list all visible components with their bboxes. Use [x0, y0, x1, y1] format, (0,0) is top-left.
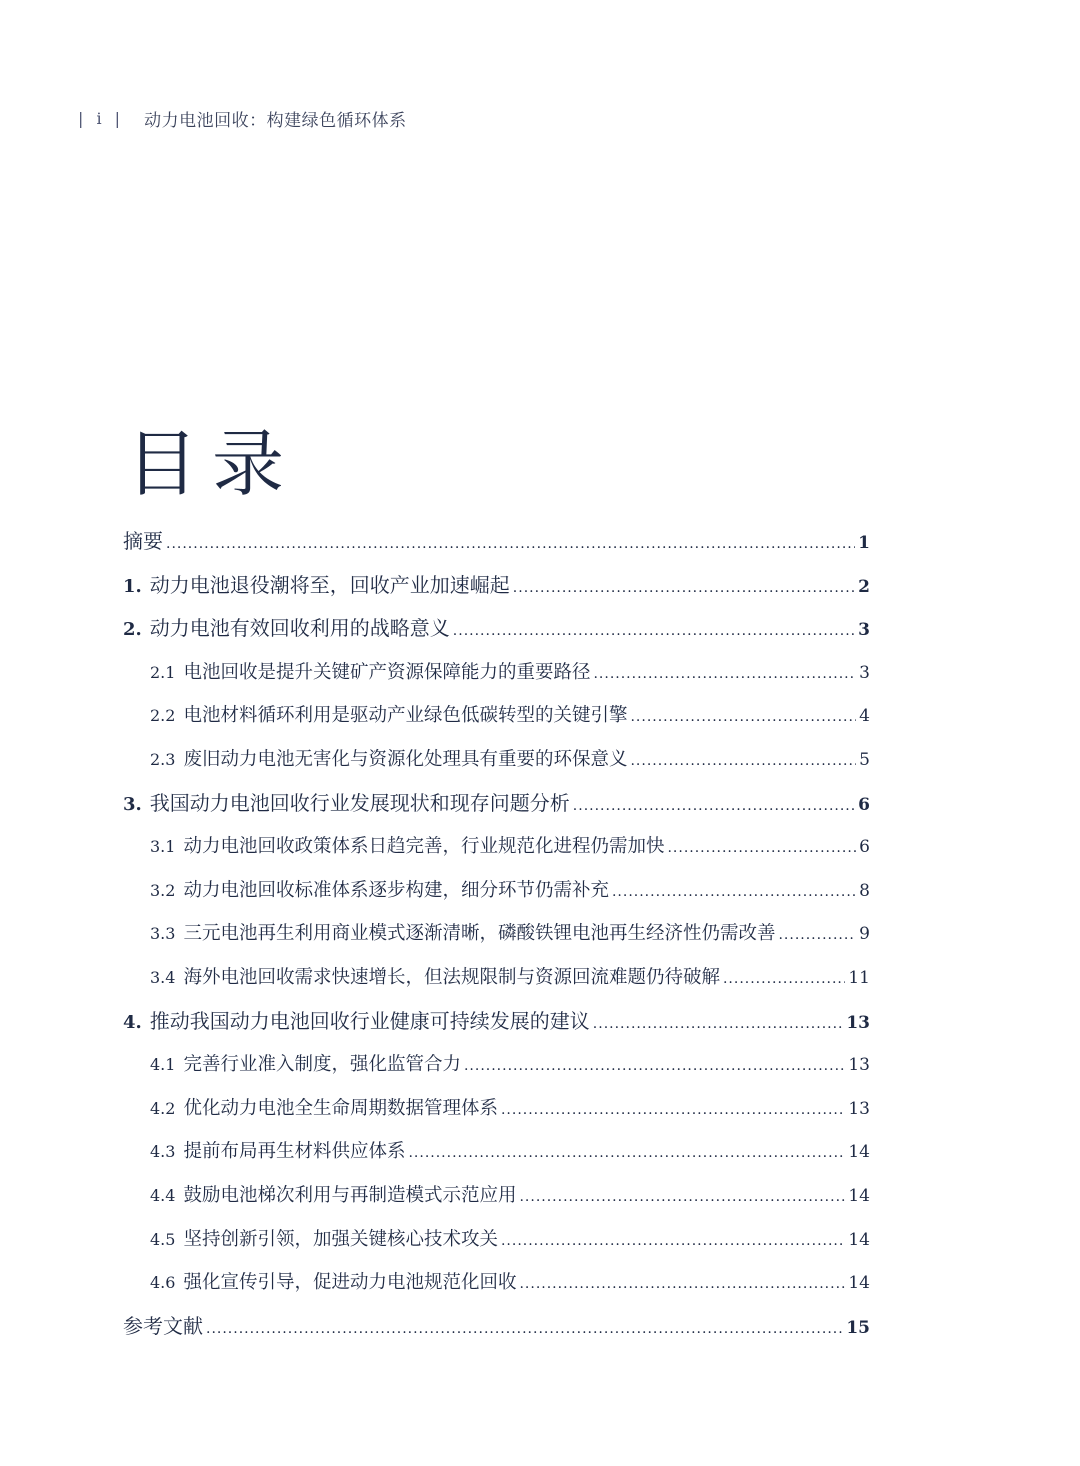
- toc-entry-number: 3.1: [150, 837, 176, 857]
- running-header-title: 动力电池回收：构建绿色循环体系: [144, 111, 407, 131]
- toc-entry-number: 4.4: [150, 1185, 176, 1205]
- toc-entry-number: 4.1: [150, 1055, 176, 1075]
- toc-entry[interactable]: [123, 1218, 870, 1262]
- toc-entry[interactable]: [123, 1305, 870, 1349]
- toc-dot-leader: [519, 1263, 845, 1307]
- toc-entry-number: 2.1: [150, 662, 176, 682]
- toc-dot-leader: [166, 523, 855, 567]
- toc-page-number: 13: [846, 1012, 870, 1033]
- toc-entry[interactable]: [123, 694, 870, 738]
- toc-dot-leader: [630, 696, 856, 740]
- toc-entry-number: 2.: [123, 619, 142, 641]
- toc-entry[interactable]: [123, 1130, 870, 1174]
- toc-page-number: 8: [859, 880, 870, 901]
- toc-dot-leader: [453, 610, 855, 654]
- toc-entry[interactable]: [123, 520, 870, 564]
- toc-page-number: 6: [858, 794, 870, 815]
- toc-entry-number: 2.3: [150, 749, 176, 769]
- toc-entry[interactable]: [123, 651, 870, 695]
- toc-page-number: 13: [848, 1055, 870, 1076]
- toc-page-number: 9: [859, 924, 870, 945]
- toc-entry-number: 1.: [123, 575, 142, 597]
- toc-entry-number: 4.6: [150, 1273, 176, 1293]
- toc-page-number: 15: [846, 1317, 870, 1338]
- toc-dot-leader: [519, 1176, 845, 1220]
- toc-entry-number: 3.4: [150, 967, 176, 987]
- toc-dot-leader: [723, 958, 845, 1002]
- toc-dot-leader: [513, 567, 855, 611]
- toc-entry[interactable]: [123, 782, 870, 826]
- toc-entry[interactable]: [123, 1000, 870, 1044]
- toc-dot-leader: [593, 1003, 844, 1047]
- toc-entry[interactable]: [123, 738, 870, 782]
- toc-entry-title: 完善行业准入制度，强化监管合力: [183, 1054, 461, 1076]
- toc-entry-title: 电池材料循环利用是驱动产业绿色低碳转型的关键引擎: [183, 705, 628, 727]
- toc-entry-title: 提前布局再生材料供应体系: [183, 1141, 406, 1163]
- toc-page-number: 14: [848, 1185, 870, 1206]
- toc-entry-number: 4.: [123, 1011, 142, 1033]
- toc-entry[interactable]: [123, 607, 870, 651]
- toc-entry-number: 4.3: [150, 1142, 176, 1162]
- toc-entry[interactable]: [123, 825, 870, 869]
- toc-entry-title: 废旧动力电池无害化与资源化处理具有重要的环保意义: [183, 748, 628, 770]
- toc-dot-leader: [501, 1089, 845, 1133]
- toc-page-number: 14: [848, 1142, 870, 1163]
- toc-dot-leader: [667, 827, 856, 871]
- toc-entry-title: 三元电池再生利用商业模式逐渐清晰，磷酸铁锂电池再生经济性仍需改善: [183, 923, 776, 945]
- toc-page-number: 14: [848, 1273, 870, 1294]
- toc-entry-title: 动力电池回收标准体系逐步构建，细分环节仍需补充: [183, 879, 609, 901]
- toc-entry-title: 电池回收是提升关键矿产资源保障能力的重要路径: [183, 661, 591, 683]
- toc-entry-title: 鼓励电池梯次利用与再制造模式示范应用: [183, 1184, 517, 1206]
- toc-entry-number: 2.2: [150, 706, 176, 726]
- toc-entry[interactable]: [123, 1174, 870, 1218]
- toc-entry[interactable]: [123, 1087, 870, 1131]
- toc-dot-leader: [408, 1132, 845, 1176]
- toc-entry[interactable]: [123, 912, 870, 956]
- toc-dot-leader: [612, 871, 856, 915]
- toc-page-number: 6: [859, 837, 870, 858]
- toc-page-number: 4: [859, 706, 870, 727]
- toc-entry-number: 3.2: [150, 880, 176, 900]
- toc-entry-title: 我国动力电池回收行业发展现状和现存问题分析: [149, 790, 570, 815]
- toc-page-number: 1: [858, 533, 870, 553]
- toc-dot-leader: [206, 1308, 843, 1352]
- toc-entry-title: 强化宣传引导，促进动力电池规范化回收: [183, 1272, 517, 1294]
- toc-entry[interactable]: [123, 564, 870, 608]
- toc-dot-leader: [778, 914, 856, 958]
- page-title: 目录: [126, 422, 299, 507]
- toc-page-number: 11: [848, 967, 870, 988]
- toc-page-number: 2: [858, 576, 870, 597]
- toc-entry-title: 动力电池退役潮将至，回收产业加速崛起: [149, 572, 510, 597]
- toc-entry[interactable]: [123, 956, 870, 1000]
- toc-dot-leader: [501, 1220, 845, 1264]
- toc-entry-title: 摘要: [123, 529, 163, 553]
- toc-entry[interactable]: [123, 869, 870, 913]
- running-header: [78, 106, 407, 131]
- toc-entry-title: 推动我国动力电池回收行业健康可持续发展的建议: [149, 1008, 590, 1033]
- toc-page-number: 13: [848, 1098, 870, 1119]
- toc-dot-leader: [593, 653, 856, 697]
- toc-entry-title: 动力电池有效回收利用的战略意义: [149, 616, 450, 641]
- toc-entry-number: 3.3: [150, 924, 176, 944]
- toc-entry-number: 3.: [123, 793, 142, 815]
- toc-dot-leader: [573, 785, 855, 829]
- toc-page-number: 3: [859, 662, 870, 683]
- toc-entry-title: 参考文献: [123, 1313, 203, 1338]
- toc-entry[interactable]: [123, 1261, 870, 1305]
- toc-entry-number: 4.2: [150, 1098, 176, 1118]
- toc-entry-title: 海外电池回收需求快速增长，但法规限制与资源回流难题仍待破解: [183, 966, 720, 988]
- toc-page-number: 3: [858, 620, 870, 641]
- page-number-mark: | i |: [78, 109, 125, 128]
- toc-dot-leader: [464, 1045, 845, 1089]
- toc-entry-title: 坚持创新引领，加强关键核心技术攻关: [183, 1228, 498, 1250]
- table-of-contents: [123, 520, 870, 1348]
- toc-page-number: 5: [859, 749, 870, 770]
- toc-entry-title: 优化动力电池全生命周期数据管理体系: [183, 1097, 498, 1119]
- toc-entry-number: 4.5: [150, 1229, 176, 1249]
- toc-entry-title: 动力电池回收政策体系日趋完善，行业规范化进程仍需加快: [183, 836, 665, 858]
- toc-entry[interactable]: [123, 1043, 870, 1087]
- toc-dot-leader: [630, 740, 856, 784]
- toc-page-number: 14: [848, 1229, 870, 1250]
